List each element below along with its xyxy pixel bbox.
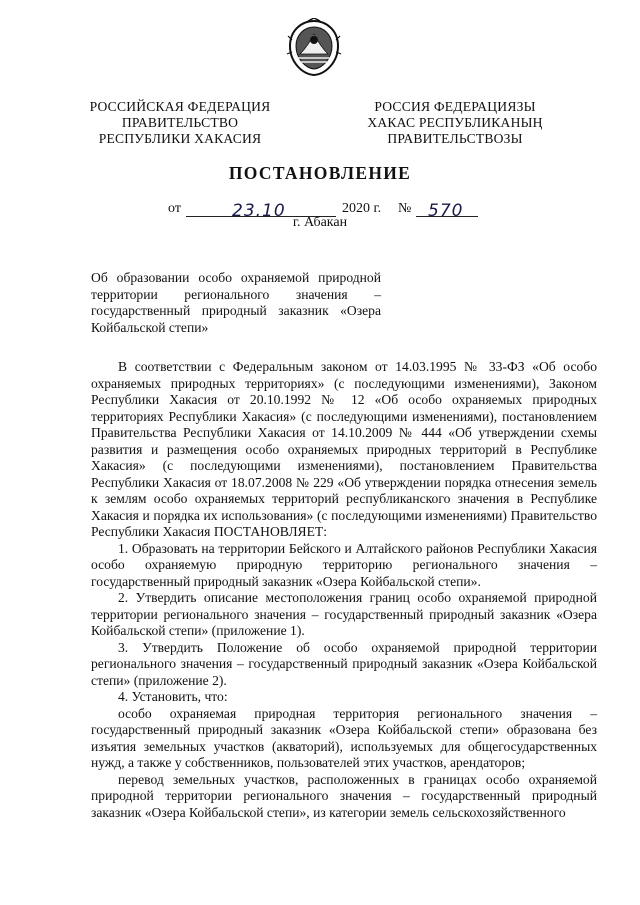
header-line: ПРАВИТЕЛЬСТВОЗЫ: [387, 131, 523, 146]
number-sign: №: [398, 201, 412, 216]
header-line: РОССИЙСКАЯ ФЕДЕРАЦИЯ: [89, 99, 271, 114]
header-line: РОССИЯ ФЕДЕРАЦИЯЗЫ: [374, 99, 536, 114]
date-prefix: от: [168, 201, 181, 216]
header-russian: [70, 99, 290, 147]
year-text: 2020 г.: [342, 201, 382, 216]
handwritten-date: 23.10: [232, 201, 286, 221]
body-paragraph: 2. Утвердить описание местоположения границ особо охраняемой природной территории регионального значения – государственный природный заказник «Озера Койбальской степи» (приложение 1).: [91, 590, 597, 638]
header-line: РЕСПУБЛИКИ ХАКАСИЯ: [98, 131, 262, 146]
document-subject: [91, 270, 381, 336]
handwritten-number: 570: [428, 201, 464, 221]
city-name: г. Абакан: [292, 215, 348, 230]
body-paragraph: особо охраняемая природная территория регионального значения – государственный природный заказник «Озера Койбальской степи» образована без изъятия земельных участков (акваторий), используемых для общегосударственных нужд, а также у собственников, пользователей этих участков, арендаторов;: [91, 705, 597, 770]
header-khakas: [345, 99, 565, 147]
document-type-title: ПОСТАНОВЛЕНИЕ: [228, 163, 412, 183]
body-paragraph: перевод земельных участков, расположенных в границах особо охраняемой природной территории регионального значения – государственный природный заказник «Озера Койбальской степи», из категории земель сельскохозяйственного: [91, 771, 597, 820]
body-paragraph: В соответствии с Федеральным законом от 14.03.1995 № 33-ФЗ «Об особо охраняемых природных территориях» (с последующими изменениями), Законом Республики Хакасия от 20.10.1992 № 12 «Об особо охраняемых природных территориях Республики Хакасия» (с последующими изменениями), постановлением Правительства Республики Хакасия от 14.10.2009 № 444 «Об утверждении схемы развития и размещения особо охраняемых природных территорий в Республике Хакасия» (с последующими изменениями), постановлением Правительства Республики Хакасия от 18.07.2008 № 229 «Об утверждении порядка отнесения земель к землям особо охраняемых территорий республиканского значения в Республике Хакасия и порядка их использования» (с последующими изменениями) Правительство Республики Хакасия ПОСТАНОВЛЯЕТ:: [91, 359, 597, 539]
header-line: ХАКАС РЕСПУБЛИКАНЫҢ: [367, 115, 543, 130]
document-body: [91, 359, 597, 821]
coat-of-arms-emblem: [286, 18, 342, 78]
body-paragraph: 4. Установить, что:: [118, 689, 228, 704]
subject-text: Об образовании особо охраняемой природной территории регионального значения – государственный природный заказник «Озера Койбальской степи»: [91, 270, 381, 335]
header-line: ПРАВИТЕЛЬСТВО: [121, 115, 239, 130]
body-paragraph: 1. Образовать на территории Бейского и Алтайского районов Республики Хакасия особо охраняемую природную территорию регионального значения – государственный природный заказник «Озера Койбальской степи».: [91, 540, 597, 589]
body-paragraph: 3. Утвердить Положение об особо охраняемой природной территории регионального значения – государственный природный заказник «Озера Койбальской степи» (приложение 2).: [91, 639, 597, 688]
